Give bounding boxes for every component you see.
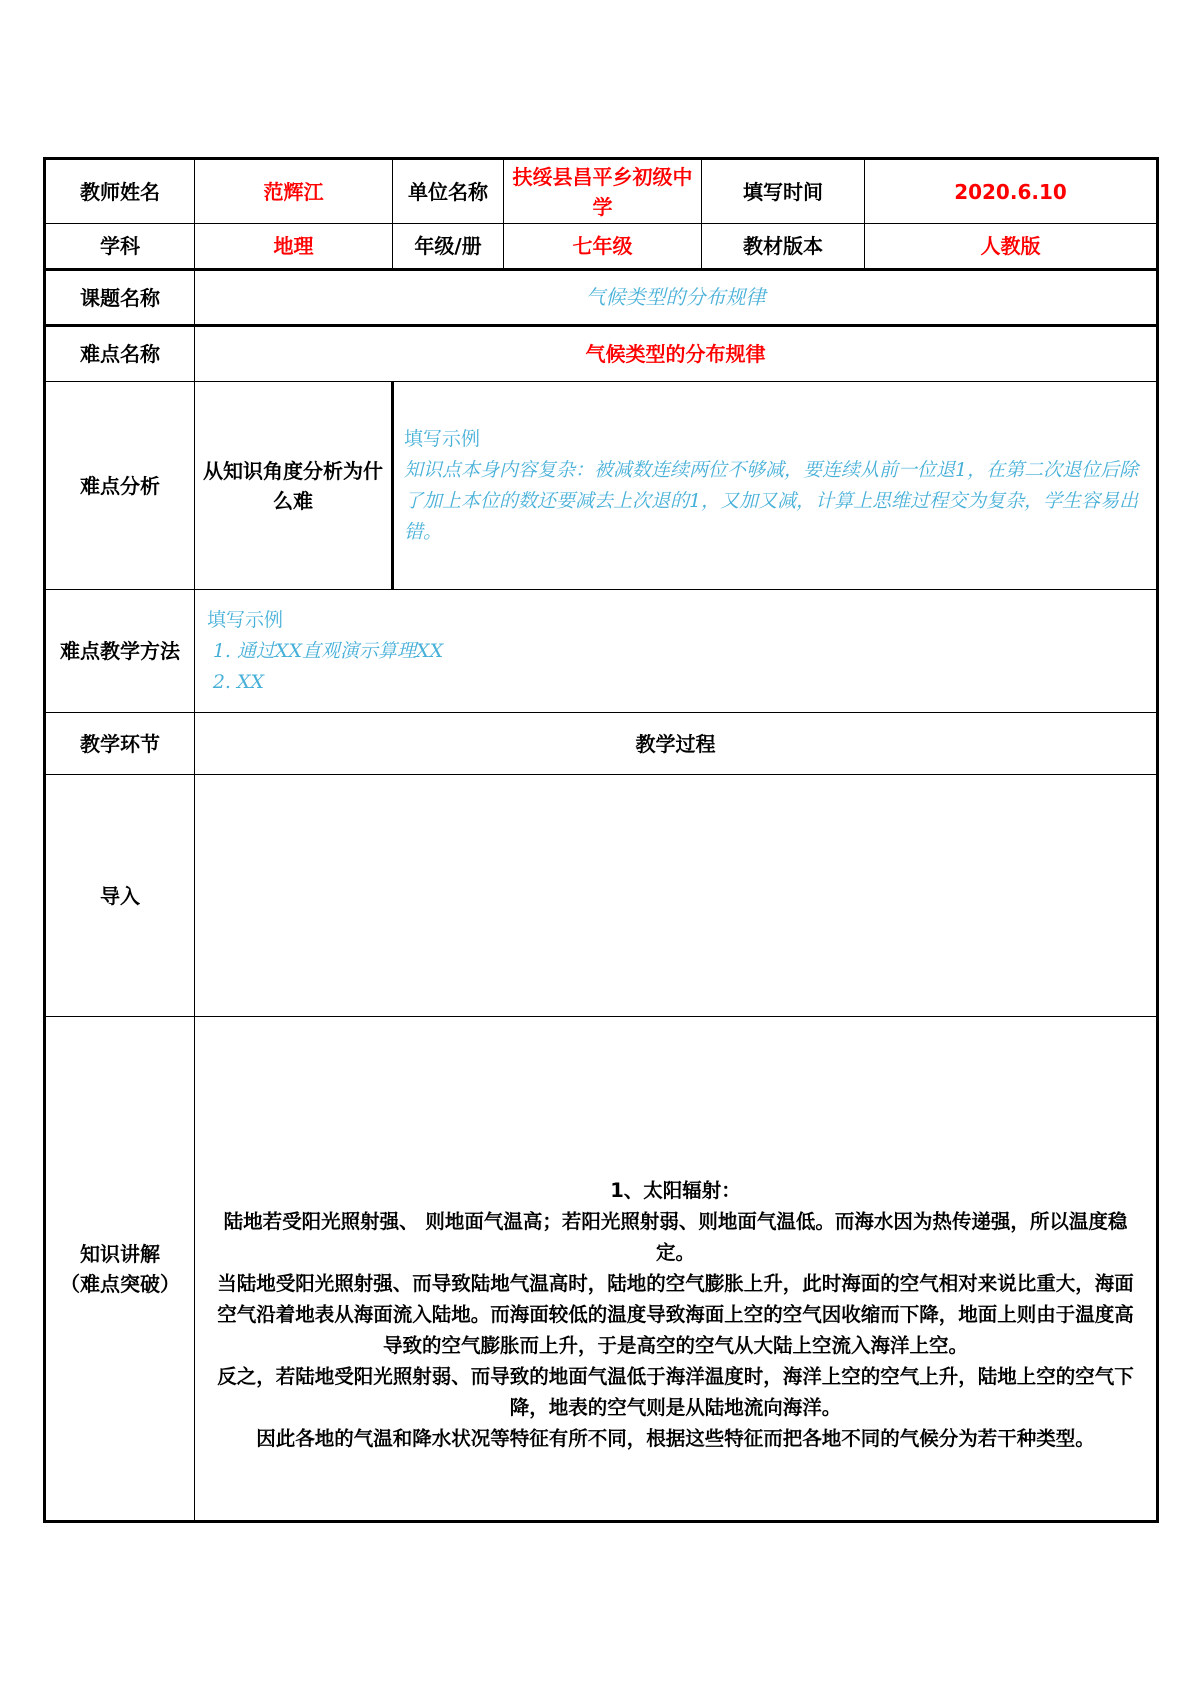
teacher-label: 教师姓名 (45, 159, 195, 224)
analysis-row (45, 382, 1158, 590)
lesson-plan-sheet (43, 157, 1156, 1523)
header-row-2 (45, 224, 1158, 270)
explanation-paragraph: 陆地若受阳光照射强、 则地面气温高；若阳光照射弱、则地面气温低。而海水因为热传递强，所以温度稳定。 (223, 1210, 1128, 1264)
lesson-plan-table (43, 157, 1159, 1523)
edition-label: 教材版本 (702, 224, 865, 270)
explanation-paragraph: 当陆地受阳光照射强、而导致陆地气温高时，陆地的空气膨胀上升，此时海面的空气相对来说比重大，海面空气沿着地表从海面流入陆地。而海面较低的温度导致海面上空的空气因收缩而下降，地面上则由于温度高导致的空气膨胀而上升，于是高空的空气从大陆上空流入海洋上空。 (217, 1272, 1134, 1357)
topic-value: 气候类型的分布规律 (585, 285, 766, 309)
subject-value: 地理 (195, 224, 393, 270)
teacher-name: 范辉江 (195, 159, 393, 224)
intro-label: 导入 (45, 775, 195, 1017)
method-row (45, 590, 1158, 713)
topic-row (45, 270, 1158, 326)
header-row-1 (45, 159, 1158, 224)
explanation-label-line2: （难点突破） (60, 1271, 180, 1296)
explanation-label-line1: 知识讲解 (80, 1241, 160, 1266)
grade-value: 七年级 (504, 224, 702, 270)
unit-name: 扶绥县昌平乡初级中学 (504, 159, 702, 224)
explanation-row (45, 1017, 1158, 1522)
difficulty-label: 难点名称 (45, 326, 195, 382)
method-list (207, 636, 1150, 698)
subject-label: 学科 (45, 224, 195, 270)
explanation-paragraph: 因此各地的气温和降水状况等特征有所不同，根据这些特征而把各地不同的气候分为若干种类型。 (256, 1427, 1095, 1450)
analysis-sublabel: 从知识角度分析为什么难 (195, 382, 393, 590)
process-header-row (45, 713, 1158, 775)
intro-content (195, 775, 1158, 1017)
grade-label: 年级/册 (393, 224, 504, 270)
method-label: 难点教学方法 (45, 590, 195, 713)
method-example-title: 填写示例 (207, 608, 284, 631)
difficulty-row (45, 326, 1158, 382)
stage-label: 教学环节 (45, 713, 195, 775)
analysis-example-title: 填写示例 (404, 427, 481, 450)
explanation-paragraph: 反之，若陆地受阳光照射弱、而导致的地面气温低于海洋温度时，海洋上空的空气上升，陆地上空的空气下降，地表的空气则是从陆地流向海洋。 (217, 1365, 1134, 1419)
analysis-example-cell (393, 382, 1158, 590)
method-cell (195, 590, 1158, 713)
topic-label: 课题名称 (45, 270, 195, 326)
method-item: 2. XX (237, 667, 1150, 698)
date-label: 填写时间 (702, 159, 865, 224)
method-item: 1. 通过XX直观演示算理XX (237, 636, 1150, 667)
edition-value: 人教版 (865, 224, 1158, 270)
explanation-heading: 1、太阳辐射： (610, 1179, 741, 1202)
analysis-label: 难点分析 (45, 382, 195, 590)
date-value: 2020.6.10 (865, 159, 1158, 224)
unit-label: 单位名称 (393, 159, 504, 224)
intro-row (45, 775, 1158, 1017)
explanation-label (45, 1017, 195, 1522)
analysis-example-text: 知识点本身内容复杂：被减数连续两位不够减，要连续从前一位退1，在第二次退位后除了加上本位的数还要减去上次退的1，又加又减，计算上思维过程交为复杂，学生容易出错。 (404, 458, 1139, 543)
explanation-content (195, 1017, 1158, 1522)
difficulty-value: 气候类型的分布规律 (195, 326, 1158, 382)
process-label: 教学过程 (195, 713, 1158, 775)
